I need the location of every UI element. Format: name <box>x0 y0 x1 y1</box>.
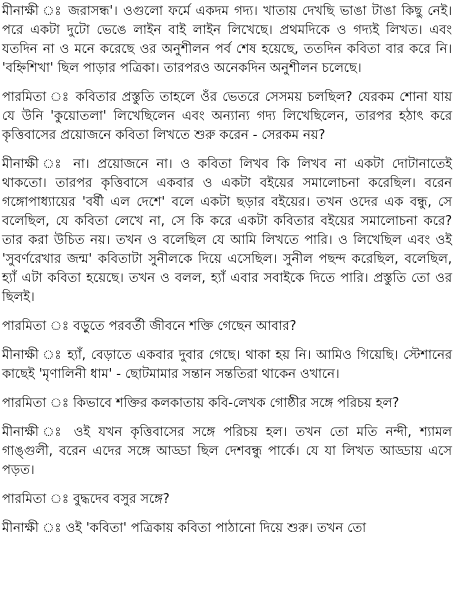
dialogue-text: কিভাবে শক্তির কলকাতায় কবি-লেখক গোষ্ঠীর সঙ্গে পরিচয় হল? <box>73 396 400 411</box>
dialogue-text: হ্যাঁ, বেড়াতে একবার দুবার গেছে। থাকা হয় নি। আমিও গিয়েছি। স্টেশানের কাছেই 'মৃণালিনী ধাম' - ছোটমামার সন্তান সন্ততিরা থাকেন ওখানে। <box>2 348 452 382</box>
dialogue-text: ওই যখন কৃত্তিবাসের সঙ্গে পরিচয় হল। তখন তো মতি নন্দী, শ্যামল গাঙ্গুলী, বরেন এদের সঙ্গে আড্ডা ছিল দেশবন্ধু পার্কে। যে যা লিখত আড্ডায় এসে পড়ত। <box>2 425 452 478</box>
speaker-name: পারমিতা <box>2 90 47 105</box>
speaker-separator: ঃ <box>46 492 74 507</box>
speaker-name: পারমিতা <box>2 492 47 507</box>
speaker-name: মীনাক্ষী <box>2 521 39 536</box>
dialogue-text: না। প্রয়োজনে না। ও কবিতা লিখব কি লিখব না একটা দোটানাতেই থাকতো। তারপর কৃত্তিবাসে একবার ও একটা বইয়ের সমালোচনা করেছিল। বরেন গঙ্গোপাধ্যায়ের 'বর্ষী এল দেশে' বলে একটা ছড়ার বইয়ের। তখন ওদের এক বন্ধু, সে বলেছিল, যে কবিতা লেখে না, সে কি করে একটা কবিতার বইয়ের সমালোচনা করে? তার করা উচিত নয়। তখন ও বলেছিল যে আমি লিখতে পারি। ও লিখেছিল এবং ওই 'সুবর্ণরেখার জন্ম' কবিতাটা সুনীলকে দিয়ে এসেছিল। সুনীল পছন্দ করেছিল, বলেছিল, হ্যাঁ এটা কবিতা হয়েছে। তখন ও বলল, হ্যাঁ এবার সবাইকে দিতে পারি। প্রস্তুতি তো ওর ছিলই। <box>2 157 452 305</box>
dialogue-paragraph <box>2 394 452 413</box>
speaker-separator: ঃ <box>38 348 68 363</box>
dialogue-paragraph <box>2 346 452 384</box>
dialogue-text: কবিতার প্রস্তুতি তাহলে ওঁর ভেতরে সেসময় চলছিল? যেরকম শোনা যায় যে উনি 'কুয়োতলা' লিখেছিলেন এবং অন্যান্য গদ্য লিখেছিলেন, তারপর হঠাৎ করে কৃত্তিবাসের প্রয়োজনে কবিতা লিখতে শুরু করেন - সেরকম নয়? <box>2 90 453 143</box>
speaker-separator: ঃ <box>46 90 76 105</box>
speaker-separator: ঃ <box>38 4 69 19</box>
speaker-separator: ঃ <box>46 396 74 411</box>
speaker-name: মীনাক্ষী <box>2 157 39 172</box>
dialogue-text: বড়ুতে পরবর্তী জীবনে শক্তি গেছেন আবার? <box>73 319 297 334</box>
speaker-name: মীনাক্ষী <box>2 348 39 363</box>
dialogue-paragraph <box>2 2 452 78</box>
speaker-separator: ঃ <box>38 157 74 172</box>
dialogue-paragraph <box>2 519 452 538</box>
dialogue-paragraph <box>2 490 452 509</box>
speaker-separator: ঃ <box>38 521 66 536</box>
dialogue-paragraph <box>2 317 452 336</box>
dialogue-paragraph <box>2 88 452 145</box>
dialogue-text: বুদ্ধদেব বসুর সঙ্গে? <box>73 492 170 507</box>
dialogue-paragraph <box>2 155 452 307</box>
dialogue-text: জরাসন্ধ'। ওগুলো ফর্মে একদম গদ্য। খাতায় দেখছি ভাঙা টাঙা কিছু নেই। পরে একটা দুটো ভেঙে লাইন বাই লাইন লিখেছে। প্রথমদিকে ও গদ্যই লিখত। এবং যতদিন না ও মনে করেছে ওর অনুশীলন পর্ব শেষ হয়েছে, ততদিন কবিতা বার করে নি। 'বহ্নিশিখা' ছিল পাড়ার পত্রিকা। তারপরও অনেকদিন অনুশীলন চলেছে। <box>2 4 452 76</box>
dialogue-text: ওই 'কবিতা' পত্রিকায় কবিতা পাঠানো দিয়ে শুরু। তখন তো <box>65 521 367 536</box>
speaker-separator: ঃ <box>46 319 74 334</box>
speaker-name: মীনাক্ষী <box>2 425 39 440</box>
speaker-name: পারমিতা <box>2 396 47 411</box>
speaker-name: পারমিতা <box>2 319 47 334</box>
dialogue-paragraph <box>2 423 452 480</box>
speaker-separator: ঃ <box>38 425 74 440</box>
speaker-name: মীনাক্ষী <box>2 4 39 19</box>
